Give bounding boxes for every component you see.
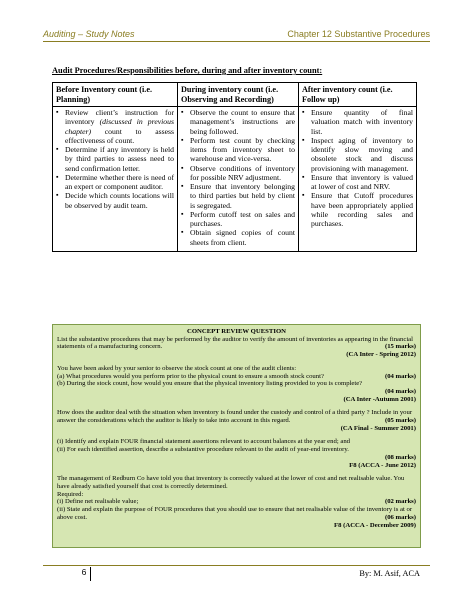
list-item: ▪ Perform cutoff test on sales and purchases. — [181, 210, 295, 229]
q1-source: (CA Inter - Spring 2012) — [346, 351, 416, 359]
question-2-intro: You have been asked by your senior to observe the stock count at one of the audit clients: — [57, 364, 297, 372]
q4-marks: (08 marks) — [384, 453, 416, 461]
list-item: ▪ Perform test count by checking items from inventory sheet to warehouse and vice-versa. — [181, 136, 295, 164]
q3-source: (CA Final - Summer 2001) — [340, 424, 416, 432]
list-item: ▪ Determine whether there is need of an expert or component auditor. — [56, 173, 174, 192]
question-2a: (a) What procedures would you perform prior to the physical count to ensure a smooth stock count? (04 marks) — [57, 372, 416, 380]
list-item: ▪ Decide which counts locations will be observed by audit team. — [56, 191, 174, 210]
page-number: 6 — [78, 567, 91, 581]
header-chapter-title: Chapter 12 Substantive Procedures — [287, 29, 430, 39]
question-4-ii: (ii) For each identified assertion, describe a substantive procedure relevant to the audit of year-end inventory. — [57, 446, 349, 454]
question-4-i: (i) Identify and explain FOUR financial statement assertions relevant to account balances at the year end; and — [57, 438, 351, 446]
q4-source: F8 (ACCA - June 2012) — [349, 461, 416, 469]
q2b-marks: (04 marks) — [384, 387, 416, 395]
q5i-marks: (02 marks) — [384, 498, 416, 506]
question-5-i: (i) Define net realisable value; (02 marks) — [57, 498, 416, 506]
q5ii-marks: (06 marks) — [384, 513, 416, 521]
col-header-during: During inventory count (i.e. Observing and Recording) — [178, 83, 299, 107]
col-during — [178, 107, 299, 252]
list-item: ▪ Ensure that Cutoff procedures have been appropriately applied while recording sales and purchases. — [302, 191, 413, 228]
list-item: ▪ Ensure that inventory is valued at lower of cost and NRV. — [302, 173, 413, 192]
list-item: ▪ Ensure quantity of final valuation match with inventory list. — [302, 108, 413, 136]
col-header-before: Before Inventory count (i.e. Planning) — [53, 83, 178, 107]
col-after — [299, 107, 417, 252]
header-rule — [43, 41, 430, 42]
question-3: How does the auditor deal with the situation when inventory is found under the custody and control of a third party ? Include in your answer the considerations which the auditor is likely to take into account in this regard. — [57, 409, 413, 425]
section-title: Audit Procedures/Responsibilities before, during and after inventory count: — [52, 66, 323, 75]
footer-rule — [43, 565, 430, 566]
author-credit: By: M. Asif, ACA — [359, 569, 420, 578]
q3-marks: (05 marks) — [384, 417, 416, 425]
question-2b: (b) During the stock count, how would you ensure that the physical inventory listing provided to you is complete? — [57, 380, 363, 388]
concept-review-box — [52, 324, 421, 548]
q2a-marks: (04 marks) — [384, 372, 416, 380]
procedures-table — [52, 82, 417, 252]
header-book-title: Auditing – Study Notes — [43, 29, 135, 39]
list-item: ▪ Observe the count to ensure that management’s instructions are being followed. — [181, 108, 295, 136]
question-5-required: Required: — [57, 490, 84, 498]
col-before — [53, 107, 178, 252]
concept-title: CONCEPT REVIEW QUESTION — [187, 328, 286, 335]
list-item: ▪ Obtain signed copies of count sheets from client. — [181, 228, 295, 247]
question-5: The management of Redburn Co have told you that inventory is correctly valued at the lower of cost and net realisable value. You have already satisfied yourself that cost is correctly determined. — [57, 475, 405, 490]
question-1: List the substantive procedures that may be performed by the auditor to verify the amount of inventories as appearing in the financial statements of a manufacturing concern. — [57, 335, 413, 351]
q5-source: F8 (ACCA - December 2009) — [334, 521, 416, 529]
q2-source: (CA Inter -Autumn 2001) — [343, 395, 416, 403]
list-item: ▪ Inspect aging of inventory to identify slow moving and obsolete stock and discuss provisioning with management. — [302, 136, 413, 173]
list-item: ▪ Observe conditions of inventory for possible NRV adjustment. — [181, 164, 295, 183]
list-item: ▪ Ensure that inventory belonging to third parties but held by client is segregated. — [181, 182, 295, 210]
list-item: ▪ Determine if any inventory is held by third parties to assess need to send confirmation letter. — [56, 145, 174, 173]
col-header-after: After inventory count (i.e. Follow up) — [299, 83, 417, 107]
q1-marks: (15 marks) — [384, 343, 416, 351]
question-5-ii: (ii) State and explain the purpose of FOUR procedures that you should use to ensure that net realisable value of the inventory is at or above cost. — [57, 506, 413, 521]
list-item: ▪ Review client’s instruction for inventory (discussed in previous chapter) count to assess effectiveness of count. — [56, 108, 174, 145]
